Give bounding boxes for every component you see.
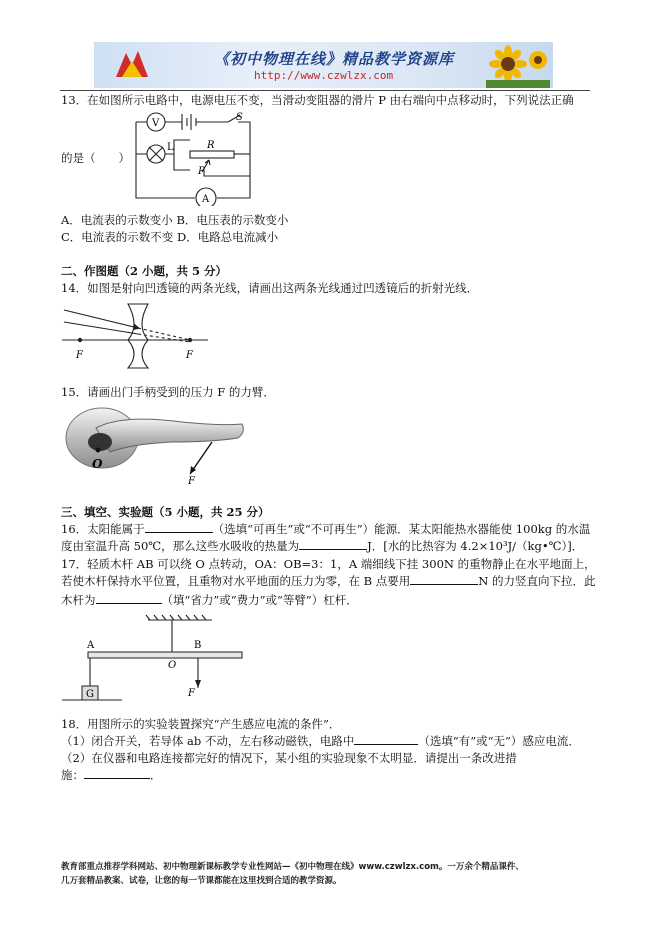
lever-pivot-label: O [168, 660, 177, 671]
q18-part2-b: 施： [61, 768, 84, 782]
rheostat-label: R [207, 140, 215, 151]
q17-part-d: 木杆为 [61, 593, 96, 607]
q17-lever-diagram [62, 614, 248, 706]
q18-part2-cont [61, 767, 162, 783]
q17-part-b: 若使木杆保持水平位置，且重物对水平地面的压力为零，在 B 点要用 [61, 574, 411, 588]
q14-lens-diagram [62, 298, 214, 370]
q16-part-d: J．[水的比热容为 4.2×10³J/（kg•℃）]． [367, 539, 584, 553]
q18-blank-2[interactable] [84, 767, 150, 779]
section3-heading: 三、填空、实验题（5 小题，共 25 分） [61, 505, 270, 519]
focus-right-label: F [186, 350, 193, 361]
weight-label: G [86, 689, 94, 700]
q17-line2 [61, 573, 595, 589]
pivot-label: O [92, 457, 103, 471]
site-logo-icon [112, 47, 152, 83]
q18-stem: 18．用图所示的实验装置探究“产生感应电流的条件”． [61, 717, 341, 731]
q16-line1 [61, 521, 590, 537]
switch-label: S [236, 112, 243, 123]
q13-options-cd: C．电流表的示数不变 D．电路总电流减小 [61, 230, 279, 244]
voltmeter-label: V [152, 118, 160, 129]
q18-blank-1[interactable] [354, 733, 418, 745]
q14-text: 14．如图是射向凹透镜的两条光线，请画出这两条光线通过凹透镜后的折射光线． [61, 281, 479, 295]
lever-end-b-label: B [194, 640, 202, 651]
footer-line-2: 几万套精品教案、试卷，让您的每一节课都能在这里找到合适的教学资源。 [61, 876, 342, 886]
q15-text: 15．请画出门手柄受到的压力 F 的力臂． [61, 385, 275, 399]
q17-blank-1[interactable] [410, 573, 478, 585]
header-banner [94, 42, 553, 88]
banner-url[interactable]: http://www.czwlzx.com [254, 69, 394, 82]
q15-door-handle-diagram [62, 402, 248, 486]
focus-left-label: F [76, 350, 83, 361]
slider-label: P [198, 166, 205, 177]
q13-circuit-diagram [130, 110, 256, 206]
q16-part-a: 16．太阳能属于 [61, 522, 145, 536]
lever-force-label: F [188, 688, 195, 699]
banner-title: 《初中物理在线》精品教学资源库 [214, 50, 455, 68]
lever-end-a-label: A [87, 640, 95, 651]
sunflower-icon [486, 44, 550, 88]
q13-stem-cont: 的是（ ） [61, 151, 130, 165]
q17-part-e: （填“省力”或“费力”或“等臂”）杠杆． [161, 593, 358, 607]
q13-stem: 13．在如图所示电路中，电源电压不变，当滑动变阻器的滑片 P 由右端向中点移动时，下列说法正确 [61, 93, 574, 107]
ammeter-label: A [202, 194, 210, 205]
q16-blank-1[interactable] [145, 521, 213, 533]
q16-line2 [61, 538, 583, 554]
section2-heading: 二、作图题（2 小题，共 5 分） [61, 264, 228, 278]
header-divider [60, 90, 590, 91]
q16-part-c: 度由室温升高 50℃，那么这些水吸收的热量为 [61, 539, 300, 553]
q16-blank-2[interactable] [299, 538, 367, 550]
q18-part1 [61, 733, 580, 749]
q16-part-b: （选填“可再生”或“不可再生”）能源．某太阳能热水器能使 100kg 的水温 [212, 522, 591, 536]
footer-line-1: 教育部重点推荐学科网站、初中物理新课标教学专业性网站—《初中物理在线》www.czwlzx.com。一万余个精品课件、 [61, 862, 524, 872]
q17-line3 [61, 592, 358, 608]
q13-options-ab: A．电流表的示数变小 B．电压表的示数变小 [61, 213, 289, 227]
q17-part-c: N 的力竖直向下拉．此 [478, 574, 596, 588]
q17-blank-2[interactable] [96, 592, 162, 604]
q17-line1: 17．轻质木杆 AB 可以绕 O 点转动，OA：OB=3：1，A 端细线下挂 300N 的重物静止在水平地面上， [61, 557, 596, 571]
q18-part1-b: （选填“有”或“无”）感应电流． [418, 734, 580, 748]
q18-part2-c: ． [150, 768, 162, 782]
lamp-label: L [167, 142, 174, 153]
q18-part2: （2）在仪器和电路连接都完好的情况下，某小组的实验现象不太明显．请提出一条改进措 [61, 751, 517, 765]
force-label: F [188, 476, 195, 486]
q18-part1-a: （1）闭合开关，若导体 ab 不动，左右移动磁铁，电路中 [61, 734, 355, 748]
